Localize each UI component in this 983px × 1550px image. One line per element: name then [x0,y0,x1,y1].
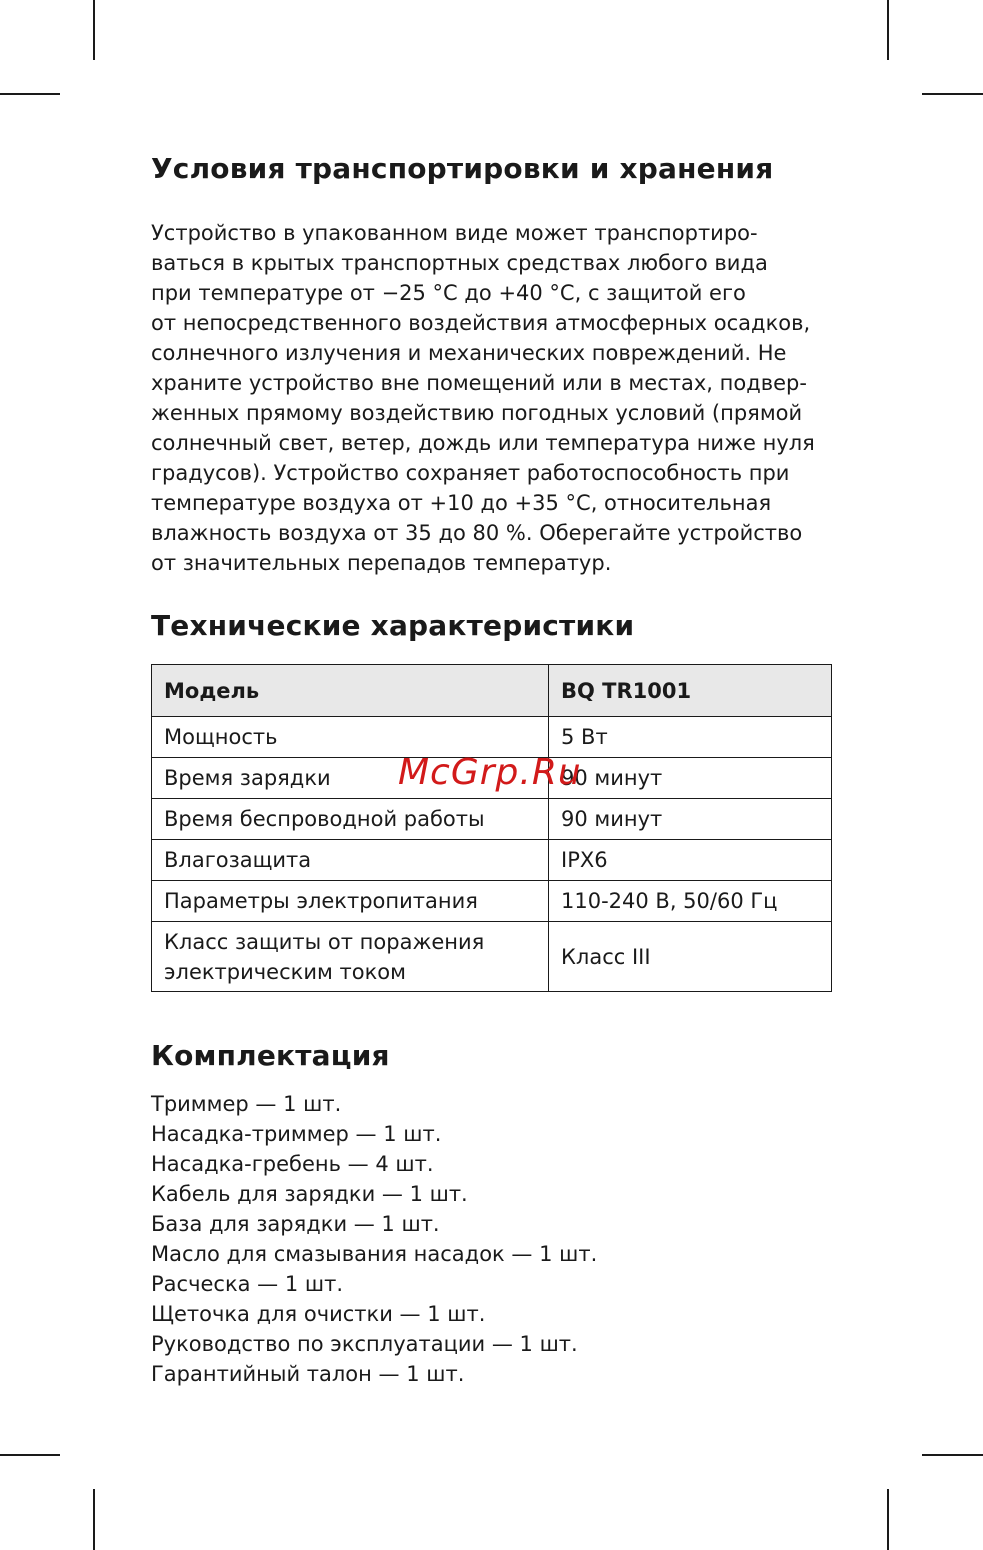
list-item: База для зарядки — 1 шт. [151,1212,440,1236]
crop-mark-top-left-h [0,93,60,95]
table-row [152,881,832,922]
transport-line: солнечный свет, ветер, дождь или температура ниже нуля [151,431,815,455]
list-item: Триммер — 1 шт. [151,1092,342,1116]
transport-paragraph [151,218,841,578]
table-cell-label [152,922,549,992]
transport-line: от значительных перепадов температур. [151,551,612,575]
transport-line: при температуре от −25 °С до +40 °С, с защитой его [151,281,746,305]
specs-heading: Технические характеристики [151,609,635,642]
watermark-logo: McGrp.Ru [398,752,582,793]
transport-line: солнечного излучения и механических повреждений. Не [151,341,787,365]
kit-heading: Комплектация [151,1039,390,1072]
table-row [152,799,832,840]
crop-mark-bottom-right [887,1489,889,1550]
list-item: Масло для смазывания насадок — 1 шт. [151,1242,598,1266]
transport-line: влажность воздуха от 35 до 80 %. Оберегайте устройство [151,521,803,545]
list-item: Гарантийный талон — 1 шт. [151,1362,465,1386]
list-item: Кабель для зарядки — 1 шт. [151,1182,468,1206]
list-item: Руководство по эксплуатации — 1 шт. [151,1332,578,1356]
transport-heading: Условия транспортировки и хранения [151,152,774,185]
table-cell-label: Время зарядки [152,758,549,799]
table-cell-label: Влагозащита [152,840,549,881]
transport-line: от непосредственного воздействия атмосферных осадков, [151,311,811,335]
table-row [152,922,832,992]
table-cell-label: Параметры электропитания [152,881,549,922]
table-header-cell: Модель [152,665,549,717]
table-cell-value: 5 Вт [549,717,832,758]
table-cell-value: Класс III [549,922,832,992]
transport-line: ваться в крытых транспортных средствах любого вида [151,251,768,275]
table-header-cell: BQ TR1001 [549,665,832,717]
transport-line: женных прямому воздействию погодных условий (прямой [151,401,803,425]
transport-line: Устройство в упакованном виде может транспортиро- [151,221,758,245]
crop-mark-bottom-left-h [0,1454,60,1456]
transport-line: храните устройство вне помещений или в местах, подвер- [151,371,807,395]
list-item: Насадка-гребень — 4 шт. [151,1152,434,1176]
table-cell-label: Время беспроводной работы [152,799,549,840]
transport-line: температуре воздуха от +10 до +35 °С, относительная [151,491,772,515]
table-cell-value: 110-240 В, 50/60 Гц [549,881,832,922]
table-row [152,840,832,881]
list-item: Насадка-триммер — 1 шт. [151,1122,442,1146]
crop-mark-bottom-right-h [922,1454,983,1456]
kit-list [151,1089,597,1389]
table-cell-value: 90 минут [549,799,832,840]
specs-table [151,664,832,992]
table-cell-value: IPX6 [549,840,832,881]
transport-line: градусов). Устройство сохраняет работоспособность при [151,461,790,485]
table-cell-value: 90 минут [549,758,832,799]
list-item: Расческа — 1 шт. [151,1272,344,1296]
table-cell-label: Мощность [152,717,549,758]
crop-mark-bottom-left [93,1489,95,1550]
crop-mark-top-left [93,0,95,60]
table-cell-label-line: электрическим током [164,959,406,984]
crop-mark-top-right-h [922,93,983,95]
crop-mark-top-right [887,0,889,60]
table-header-row [152,665,832,717]
table-cell-label-line: Класс защиты от поражения [164,929,485,954]
list-item: Щеточка для очистки — 1 шт. [151,1302,486,1326]
